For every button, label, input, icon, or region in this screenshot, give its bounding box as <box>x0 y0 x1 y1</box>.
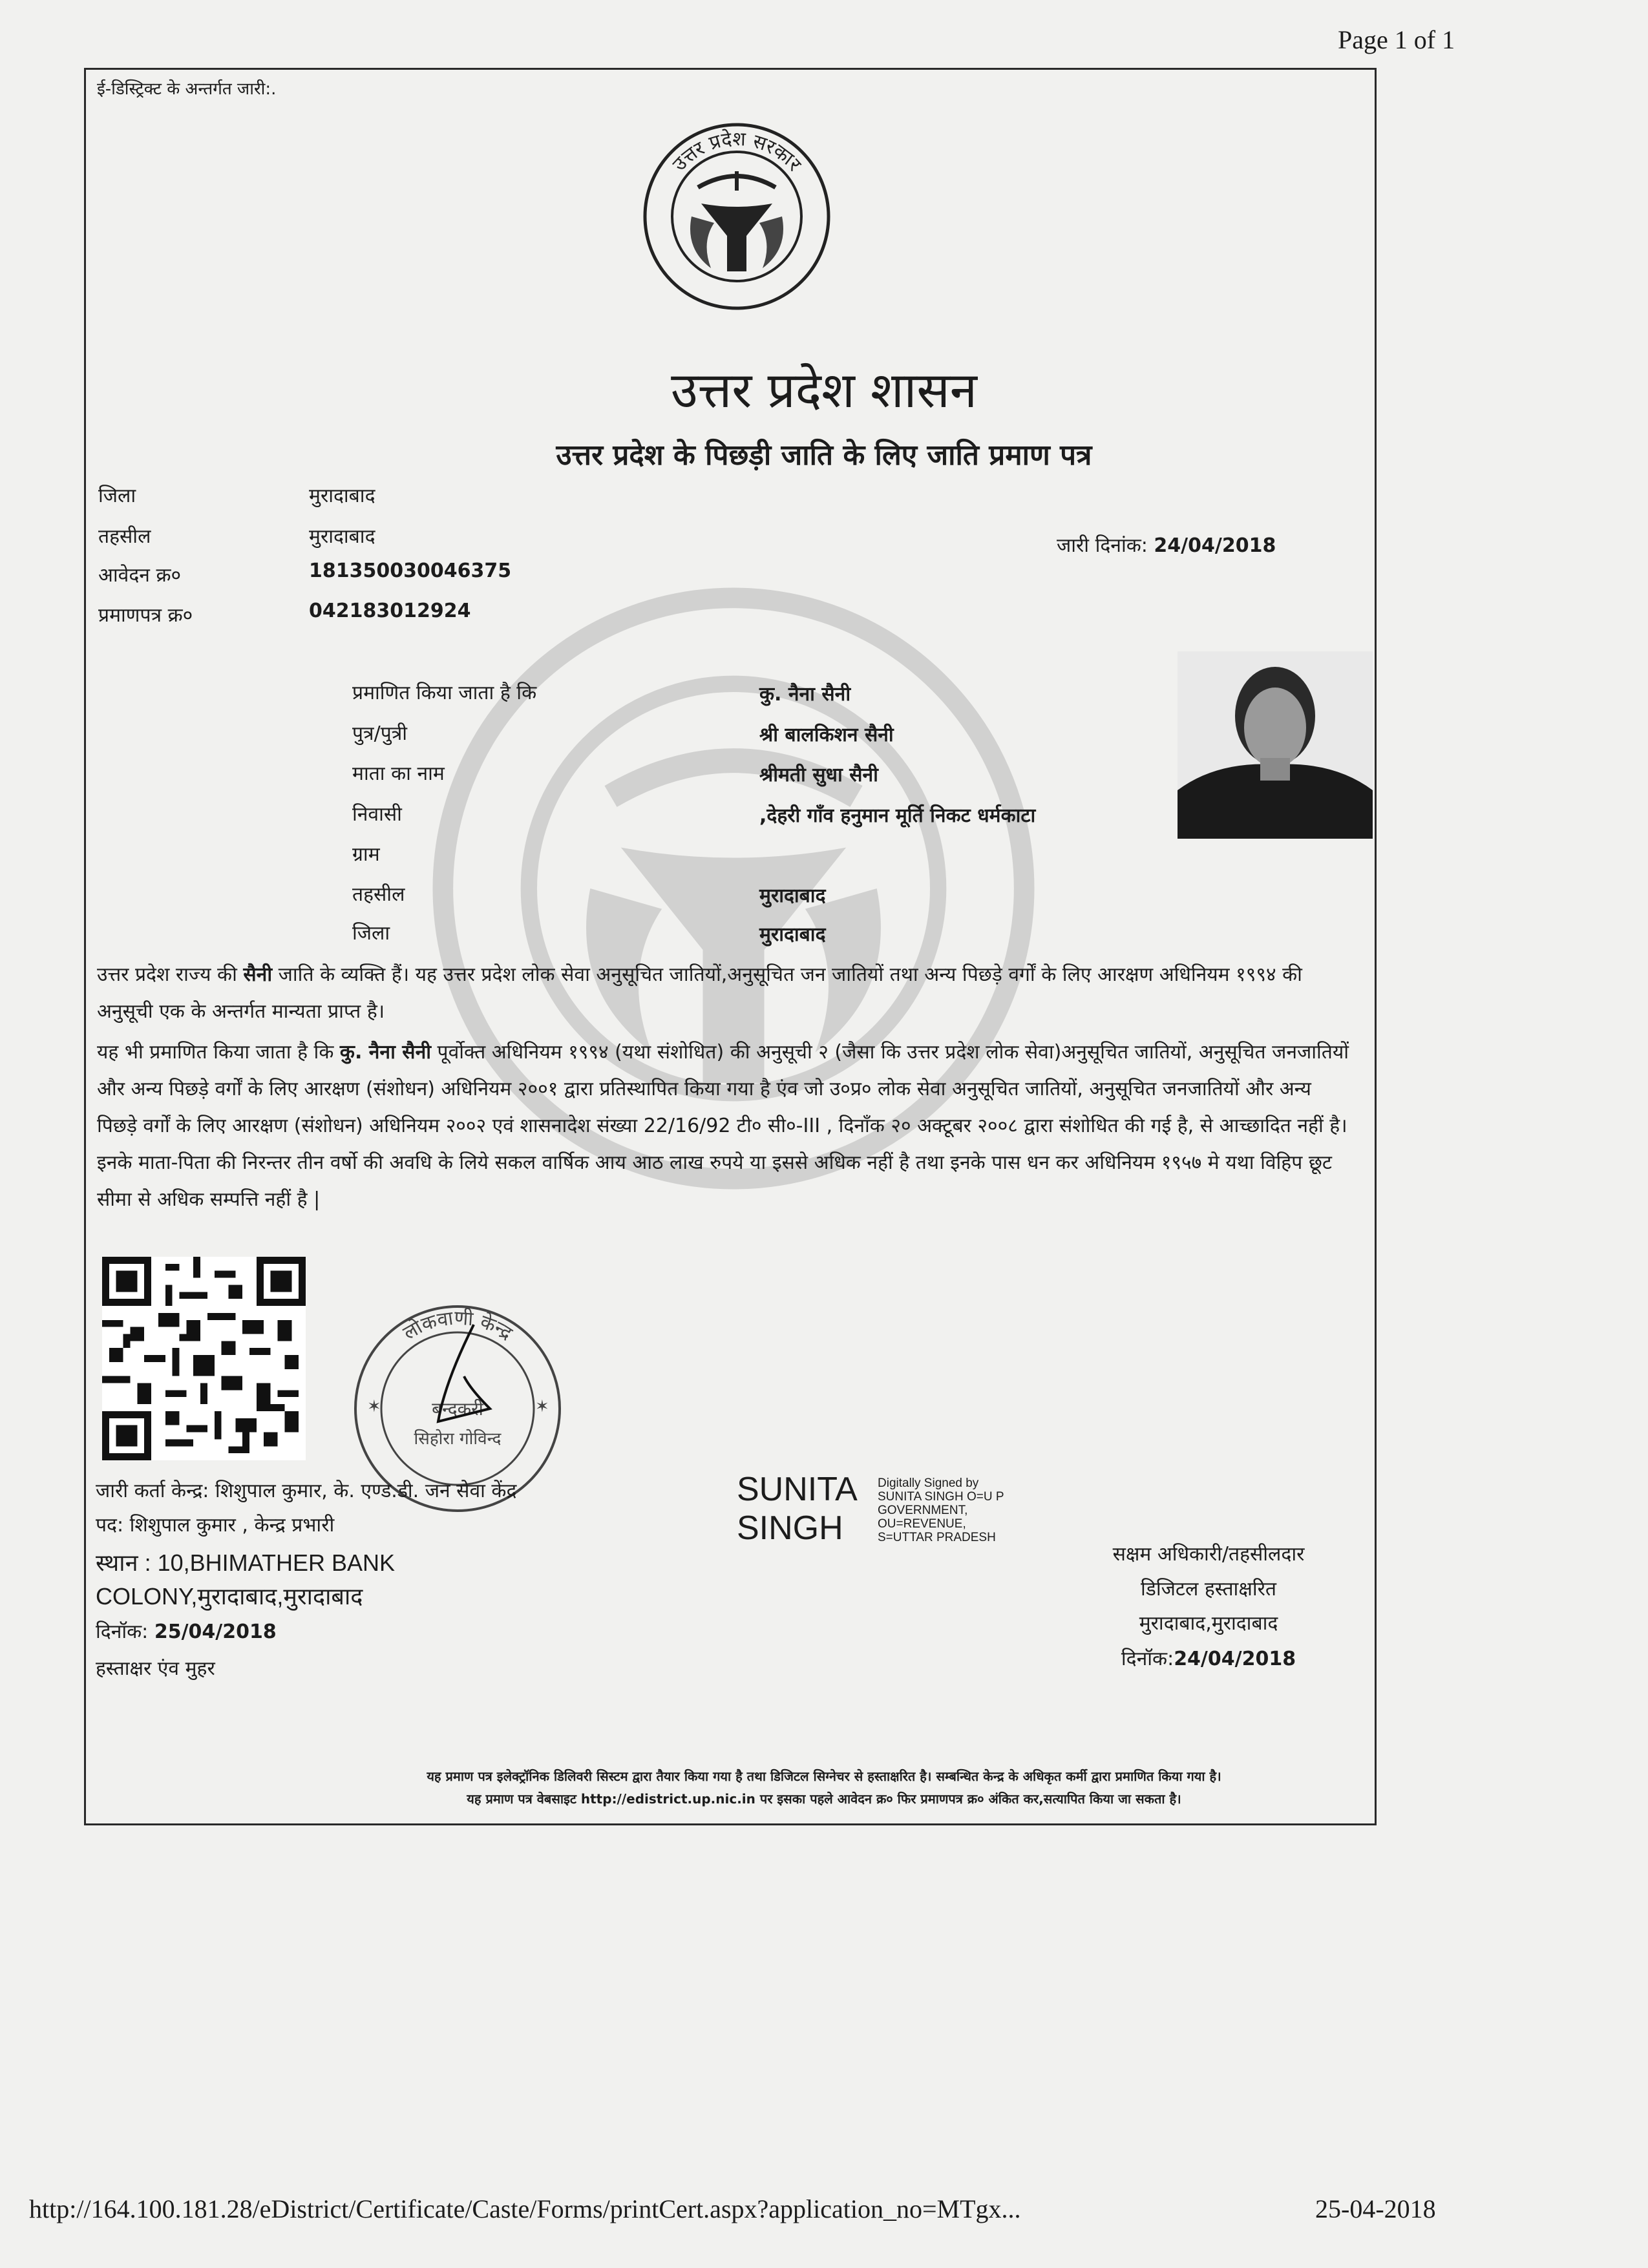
issue-date-value: 24/04/2018 <box>1154 534 1276 557</box>
authority-date <box>1041 1644 1377 1671</box>
issuer-center: जारी कर्ता केन्द्र: शिशुपाल कुमार, के. एण्ड.डी. जन सेवा केंद्र <box>96 1480 517 1502</box>
applicant-photo <box>1178 651 1373 839</box>
certificate-number-label: प्रमाणपत्र क्र० <box>98 604 193 627</box>
caste-name: सैनी <box>243 963 273 986</box>
digsig-note-line5: S=UTTAR PRADESH <box>878 1531 996 1544</box>
signer-name-line1: SUNITA <box>737 1471 858 1508</box>
authority-date-value: 24/04/2018 <box>1174 1648 1296 1670</box>
issue-date-label: जारी दिनांक: <box>1057 534 1148 557</box>
paragraph-caste-text-b: जाति के व्यक्ति हैं। यह उत्तर प्रदेश लोक सेवा अनुसूचित जातियों,अनुसूचित जन जातियों तथा अन्य पिछड़े वर्गों के लिए आरक्षण अधिनियम १९९४ की अनुसूची एक के अन्तर्गत मान्यता प्राप्त है। <box>97 963 1302 1023</box>
issue-date <box>1057 531 1276 558</box>
svg-text:लोकवाणी केन्द्र <box>399 1307 517 1345</box>
signer-name-line2: SINGH <box>737 1509 843 1547</box>
issuer-date-label: दिनॉक: <box>96 1621 149 1643</box>
authority-title: सक्षम अधिकारी/तहसीलदार <box>1112 1543 1305 1566</box>
resident-value: ,देहरी गाँव हनुमान मूर्ति निकट धर्मकाटा <box>759 804 1036 827</box>
resident-label: निवासी <box>352 803 402 826</box>
qr-code-icon <box>102 1257 306 1460</box>
authority-date-label: दिनॉक: <box>1121 1648 1174 1670</box>
tehsil-value: मुरादाबाद <box>309 525 375 548</box>
seal-top-text: लोकवाणी केन्द्र <box>399 1307 516 1345</box>
up-emblem-icon <box>640 120 834 313</box>
svg-text:✶: ✶ <box>367 1397 381 1416</box>
paragraph-cert-name: कु. नैना सैनी <box>339 1041 432 1064</box>
certified-name: कु. नैना सैनी <box>759 683 851 706</box>
certificate-number: 042183012924 <box>309 600 471 622</box>
person-tehsil-value: मुरादाबाद <box>759 885 826 907</box>
print-date: 25-04-2018 <box>1315 2194 1436 2223</box>
authority-digital: डिजिटल हस्ताक्षरित <box>1141 1578 1276 1601</box>
paragraph-caste <box>97 956 1357 1030</box>
emblem-text: उत्तर प्रदेश सरकार <box>668 127 806 176</box>
village-label: ग्राम <box>352 843 380 866</box>
person-tehsil-label: तहसील <box>352 883 405 906</box>
application-label: आवेदन क्र० <box>98 564 182 587</box>
issuer-place-line1: स्थान : 10,BHIMATHER BANK <box>96 1549 396 1576</box>
digsig-note-line2: SUNITA SINGH O=U P <box>878 1490 1004 1504</box>
digital-signature-note <box>878 1476 1004 1544</box>
application-number: 181350030046375 <box>309 560 512 582</box>
district-label: जिला <box>98 485 136 507</box>
mother-name: श्रीमती सुधा सैनी <box>759 764 878 786</box>
footer-note-2: यह प्रमाण पत्र वेबसाइट http://edistrict.up.nic.in पर इसका पहले आवेदन क्र० फिर प्रमाणपत्र क्र० अंकित कर,सत्यापित किया जा सकता है। <box>467 1791 1181 1807</box>
tehsil-label: तहसील <box>98 525 151 548</box>
paragraph-cert-text-b: पूर्वोक्त अधिनियम १९९४ (यथा संशोधित) की अनुसूची २ (जैसा कि उत्तर प्रदेश लोक सेवा)अनुसूचित जातियों, अनुसूचित जनजातियों और अन्य पिछड़े वर्गों के लिए आरक्षण (संशोधन) अधिनियम २००१ द्वारा प्रतिस्थापित किया गया है एंव जो उ०प्र० लोक सेवा अनुसूचित जातियों, अनुसूचित जनजातियों और अन्य पिछड़े वर्गों के लिए आरक्षण (संशोधन) अधिनियम २००२ एवं शासनादेश संख्या 22/16/92 टी० सी०-III , दिनाँक २० अक्टूबर २००८ द्वारा संशोधित की गई है, से आच्छादित नहीं है।इनके माता-पिता की निरन्तर तीन वर्षो की अवधि के लिये सकल वार्षिक आय आठ लाख रुपये या इससे अधिक नहीं है तथा इनके पास धन कर अधिनियम १९५७ मे यथा विहिप छूट सीमा से अधिक सम्पत्ति नहीं है | <box>97 1041 1349 1211</box>
paragraph-cert-text-a: यह भी प्रमाणित किया जाता है कि <box>97 1041 340 1064</box>
person-photo-icon <box>1178 651 1373 839</box>
person-district-value: मुरादाबाद <box>759 923 826 946</box>
paragraph-certification <box>97 1034 1357 1218</box>
parent-label: पुत्र/पुत्री <box>352 722 408 745</box>
svg-text:✶: ✶ <box>535 1397 549 1416</box>
issuer-date-value: 25/04/2018 <box>154 1621 277 1643</box>
digital-signer-name <box>737 1470 858 1548</box>
seal-line2: सिहोरा गोविन्द <box>414 1429 502 1449</box>
issued-under-text: ई-डिस्ट्रिक्ट के अन्तर्गत जारी:. <box>97 79 277 99</box>
person-district-label: जिला <box>352 922 390 945</box>
sign-and-seal-label: हस्ताक्षर एंव मुहर <box>96 1657 215 1680</box>
digsig-note-line4: OU=REVENUE, <box>878 1517 966 1531</box>
issuer-place-line2: COLONY,मुरादाबाद,मुरादाबाद <box>96 1583 363 1610</box>
government-title: उत्तर प्रदेश शासन <box>671 361 977 419</box>
paragraph-caste-text-a: उत्तर प्रदेश राज्य की <box>97 963 244 986</box>
certificate-title: उत्तर प्रदेश के पिछड़ी जाति के लिए जाति प्रमाण पत्र <box>556 439 1092 472</box>
page-header: Page 1 of 1 <box>1338 25 1455 54</box>
digsig-note-line3: GOVERNMENT, <box>878 1504 968 1517</box>
digsig-note-line1: Digitally Signed by <box>878 1476 979 1490</box>
authority-place: मुरादाबाद,मुरादाबाद <box>1139 1612 1278 1635</box>
mother-label: माता का नाम <box>352 762 445 785</box>
issuer-post: पद: शिशुपाल कुमार , केन्द्र प्रभारी <box>96 1514 335 1537</box>
seal-line1: बन्दकरी <box>432 1398 483 1420</box>
certified-label: प्रमाणित किया जाता है कि <box>352 682 537 704</box>
parent-name: श्री बालकिशन सैनी <box>759 724 894 746</box>
footer-note-1: यह प्रमाण पत्र इलेक्ट्रॉनिक डिलिवरी सिस्टम द्वारा तैयार किया गया है तथा डिजिटल सिग्नेचर से हस्ताक्षरित है। सम्बन्धित केन्द्र के अधिकृत कर्मी द्वारा प्रमाणित किया गया है। <box>427 1769 1221 1784</box>
print-url: http://164.100.181.28/eDistrict/Certificate/Caste/Forms/printCert.aspx?application_no=MTgx... <box>29 2194 1021 2223</box>
issuer-date <box>96 1617 277 1644</box>
district-value: मुरादाबाद <box>309 485 375 507</box>
